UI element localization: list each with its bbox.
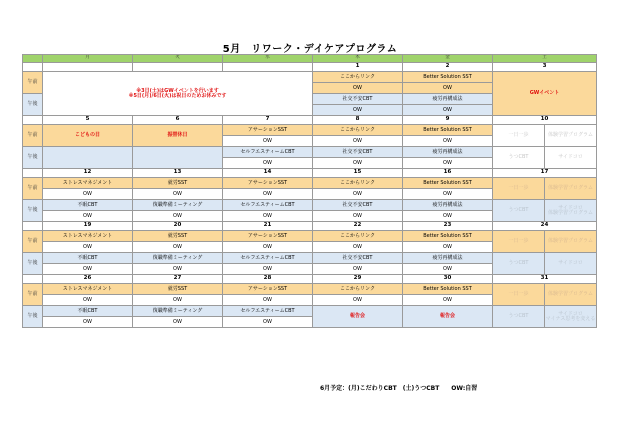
- event-cell: OW: [223, 264, 313, 275]
- event-cell: OW: [133, 295, 223, 306]
- event-cell: OW: [133, 189, 223, 200]
- faded-label: サイドコロ: [558, 204, 583, 211]
- period-am: 午前: [23, 178, 43, 200]
- event-cell: OW: [403, 295, 493, 306]
- faded-label: サイドコロ: [558, 310, 583, 317]
- event-cell: Better Solution SST: [403, 178, 493, 189]
- weekday-wed: 水: [223, 55, 313, 63]
- event-cell: OW: [43, 211, 133, 222]
- week1-am-row1: [23, 72, 597, 83]
- faded-event-cell: [545, 306, 597, 328]
- week1-dates: [23, 63, 597, 72]
- event-cell: 疲労再構成法: [403, 94, 493, 105]
- event-cell: OW: [313, 242, 403, 253]
- event-cell: 就労SST: [133, 178, 223, 189]
- event-cell: OW: [313, 136, 403, 147]
- event-cell: 就労SST: [133, 284, 223, 295]
- event-cell: ストレスマネジメント: [43, 231, 133, 242]
- period-pm: 午後: [23, 147, 43, 169]
- event-cell: ここからリンク: [313, 125, 403, 136]
- date-cell: 12: [43, 169, 133, 178]
- week5-am-row1: [23, 284, 597, 295]
- faded-event-cell: 体験学習プログラム: [545, 284, 597, 306]
- event-cell: セルフエスティームCBT: [223, 147, 313, 158]
- faded-event-cell: 体験学習プログラム: [545, 231, 597, 253]
- faded-event-cell: [493, 200, 545, 222]
- period-pm: 午後: [23, 253, 43, 275]
- event-cell: OW: [223, 295, 313, 306]
- date-cell: 31: [493, 275, 597, 284]
- weekday-fri: 金: [403, 55, 493, 63]
- date-cell: 9: [403, 116, 493, 125]
- event-cell: OW: [43, 189, 133, 200]
- week2-dates: [23, 116, 597, 125]
- event-cell: セルフエスティームCBT: [223, 253, 313, 264]
- event-cell: 疲労再構成法: [403, 200, 493, 211]
- faded-event-cell: 体験学習プログラム: [545, 125, 597, 147]
- date-cell: 24: [493, 222, 597, 231]
- event-cell: 不眠CBT: [43, 306, 133, 317]
- faded-event-cell: サイドコロ: [545, 253, 597, 275]
- event-cell: 社交不安CBT: [313, 147, 403, 158]
- date-cell: [43, 63, 133, 72]
- weekday-header: [23, 55, 597, 63]
- event-cell: OW: [43, 264, 133, 275]
- date-cell: 28: [223, 275, 313, 284]
- page-title: 5月 リワーク・デイケアプログラム: [222, 44, 398, 55]
- event-cell: OW: [403, 189, 493, 200]
- event-cell: OW: [313, 211, 403, 222]
- report-meeting-cell: 報告会: [313, 306, 403, 328]
- week4-dates: [23, 222, 597, 231]
- event-cell: アサーションSST: [223, 125, 313, 136]
- event-cell: OW: [313, 264, 403, 275]
- faded-label: うつCBT: [508, 207, 529, 213]
- event-cell: OW: [223, 158, 313, 169]
- event-cell: ストレスマネジメント: [43, 284, 133, 295]
- event-cell: ここからリンク: [313, 178, 403, 189]
- date-cell: 23: [403, 222, 493, 231]
- date-cell: 5: [43, 116, 133, 125]
- holiday-notice: [43, 72, 313, 116]
- event-cell: ここからリンク: [313, 284, 403, 295]
- event-cell: アサーションSST: [223, 284, 313, 295]
- date-cell: 2: [403, 63, 493, 72]
- event-cell: OW: [133, 317, 223, 328]
- period-pm: 午後: [23, 306, 43, 328]
- event-cell: OW: [133, 211, 223, 222]
- event-cell: OW: [223, 317, 313, 328]
- event-cell: 就労SST: [133, 231, 223, 242]
- event-cell: OW: [223, 242, 313, 253]
- week3-am-row1: [23, 178, 597, 189]
- holiday-cell: こどもの日: [43, 125, 133, 147]
- event-cell: OW: [403, 242, 493, 253]
- event-cell: OW: [43, 295, 133, 306]
- date-cell: 8: [313, 116, 403, 125]
- date-cell: 21: [223, 222, 313, 231]
- notice-line: ※3日(土)はGWイベントを行います: [136, 87, 219, 94]
- week4-pm-row1: [23, 253, 597, 264]
- event-cell: OW: [403, 211, 493, 222]
- week2-am-row1: [23, 125, 597, 136]
- date-cell: 13: [133, 169, 223, 178]
- date-cell: 6: [133, 116, 223, 125]
- faded-event-cell: 一日一歩: [493, 284, 545, 306]
- event-cell: 社交不安CBT: [313, 94, 403, 105]
- event-cell: OW: [403, 105, 493, 116]
- date-cell: 27: [133, 275, 223, 284]
- weekday-mon: 月: [43, 55, 133, 63]
- event-cell: OW: [223, 189, 313, 200]
- date-cell: 16: [403, 169, 493, 178]
- event-cell: 復職準備ミーティング: [133, 306, 223, 317]
- header-blank: [23, 55, 43, 63]
- event-cell: セルフエスティームCBT: [223, 200, 313, 211]
- faded-event-cell: サイドコロ: [545, 147, 597, 169]
- date-cell: 17: [493, 169, 597, 178]
- schedule-table: [22, 54, 597, 328]
- empty-cell: [43, 147, 133, 169]
- faded-event-cell: 一日一歩: [493, 231, 545, 253]
- date-cell: 10: [493, 116, 597, 125]
- event-cell: 不眠CBT: [43, 253, 133, 264]
- period-pm: 午後: [23, 200, 43, 222]
- faded-label: 体験学習プログラム: [548, 209, 593, 216]
- week5-pm-row1: [23, 306, 597, 317]
- faded-event-cell: 一日一歩: [493, 125, 545, 147]
- date-cell: 15: [313, 169, 403, 178]
- week5-dates: [23, 275, 597, 284]
- event-cell: Better Solution SST: [403, 284, 493, 295]
- date-cell: 20: [133, 222, 223, 231]
- period-pm: 午後: [23, 94, 43, 116]
- event-cell: 不眠CBT: [43, 200, 133, 211]
- event-cell: ストレスマネジメント: [43, 178, 133, 189]
- event-cell: OW: [313, 295, 403, 306]
- empty-cell: [133, 147, 223, 169]
- event-cell: OW: [403, 264, 493, 275]
- date-cell: 22: [313, 222, 403, 231]
- period-am: 午前: [23, 125, 43, 147]
- date-cell: 14: [223, 169, 313, 178]
- notice-line: ※5日(月)/6日(火)は祝日のためお休みです: [128, 92, 227, 99]
- weekday-tue: 火: [133, 55, 223, 63]
- event-cell: 疲労再構成法: [403, 147, 493, 158]
- footer-note: 6月予定：(月)こだわりCBT (土)うつCBT OW:自習: [320, 385, 478, 392]
- faded-event-cell: うつCBT: [493, 253, 545, 275]
- date-cell: 3: [493, 63, 597, 72]
- event-cell: 社交不安CBT: [313, 253, 403, 264]
- event-cell: OW: [313, 158, 403, 169]
- period-am: 午前: [23, 72, 43, 94]
- event-cell: OW: [133, 264, 223, 275]
- event-cell: OW: [223, 136, 313, 147]
- event-cell: OW: [133, 242, 223, 253]
- event-cell: OW: [403, 136, 493, 147]
- weekday-sat: 土: [493, 55, 597, 63]
- event-cell: ここからリンク: [313, 231, 403, 242]
- date-cell: [223, 63, 313, 72]
- report-meeting-cell: 報告会: [403, 306, 493, 328]
- event-cell: ここからリンク: [313, 72, 403, 83]
- date-cell: [133, 63, 223, 72]
- faded-label: マイナス思考を変える: [545, 315, 596, 322]
- weekday-thu: 木: [313, 55, 403, 63]
- event-cell: OW: [223, 211, 313, 222]
- event-cell: セルフエスティームCBT: [223, 306, 313, 317]
- date-cell: 7: [223, 116, 313, 125]
- event-cell: OW: [313, 83, 403, 94]
- holiday-cell: 振替休日: [133, 125, 223, 147]
- event-cell: OW: [313, 189, 403, 200]
- date-cell: 29: [313, 275, 403, 284]
- faded-event-cell: 体験学習プログラム: [545, 178, 597, 200]
- date-cell: 26: [43, 275, 133, 284]
- event-cell: 疲労再構成法: [403, 253, 493, 264]
- date-cell: 30: [403, 275, 493, 284]
- event-cell: OW: [403, 158, 493, 169]
- faded-event-cell: [545, 200, 597, 222]
- week4-am-row1: [23, 231, 597, 242]
- event-cell: 社交不安CBT: [313, 200, 403, 211]
- event-cell: 復職準備ミーティング: [133, 200, 223, 211]
- event-cell: OW: [403, 83, 493, 94]
- week3-pm-row1: [23, 200, 597, 211]
- gw-event-cell: GWイベント: [493, 72, 597, 116]
- event-cell: OW: [43, 317, 133, 328]
- event-cell: OW: [43, 242, 133, 253]
- event-cell: Better Solution SST: [403, 72, 493, 83]
- faded-event-cell: うつCBT: [493, 306, 545, 328]
- period-am: 午前: [23, 284, 43, 306]
- event-cell: アサーションSST: [223, 231, 313, 242]
- event-cell: アサーションSST: [223, 178, 313, 189]
- event-cell: Better Solution SST: [403, 231, 493, 242]
- week2-pm-row1: [23, 147, 597, 158]
- date-cell: 19: [43, 222, 133, 231]
- date-cell: 1: [313, 63, 403, 72]
- event-cell: Better Solution SST: [403, 125, 493, 136]
- event-cell: 復職準備ミーティング: [133, 253, 223, 264]
- period-am: 午前: [23, 231, 43, 253]
- faded-event-cell: うつCBT: [493, 147, 545, 169]
- week3-dates: [23, 169, 597, 178]
- faded-event-cell: 一日一歩: [493, 178, 545, 200]
- event-cell: OW: [313, 105, 403, 116]
